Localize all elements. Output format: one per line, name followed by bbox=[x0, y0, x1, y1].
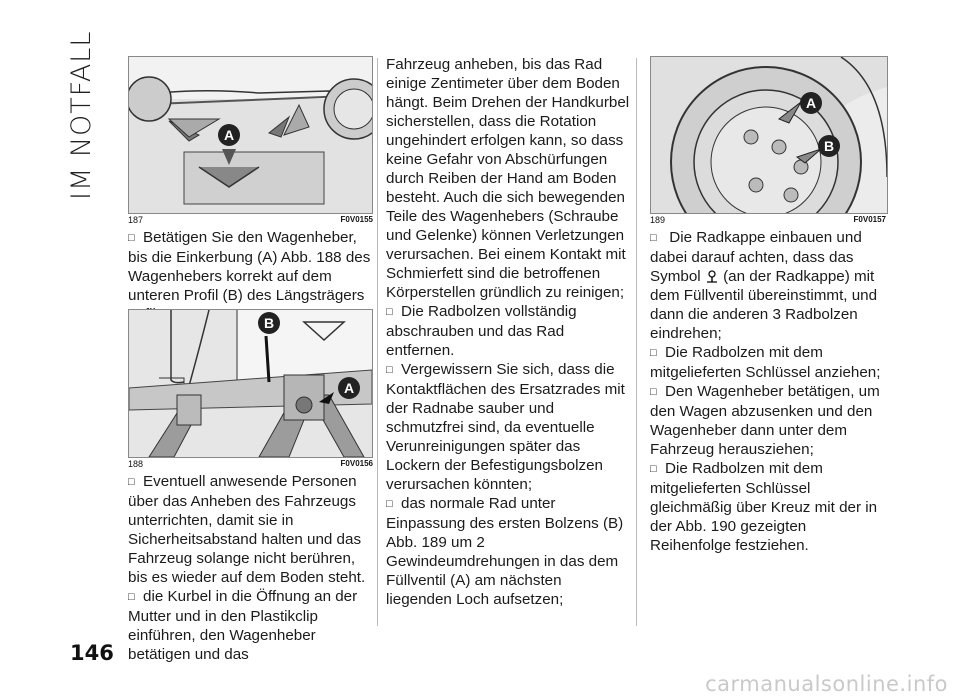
instruction-4: □ Die Radbolzen vollständig abschrauben und das Rad entfernen. bbox=[386, 302, 631, 360]
figure-number: 187 bbox=[128, 215, 144, 225]
figure-number: 189 bbox=[650, 215, 666, 225]
instruction-5: □ Vergewissern Sie sich, dass die Kontaktflächen des Ersatzrades mit der Radnabe sauber und schmutzfrei sind, da eventuelle Verunreinigungen später das Lockern der Befestigungsbolzen verursachen könnten; bbox=[386, 360, 631, 494]
instruction-7-part-1: Die Radkappe einbauen und dabei darauf achten, dass das Symbol bbox=[650, 229, 862, 285]
instruction-7 bbox=[650, 228, 888, 343]
instruction-8: □ Die Radbolzen mit dem mitgelieferten Schlüssel anziehen; bbox=[650, 343, 888, 382]
instruction-9: □ Den Wagenheber betätigen, um den Wagen abzusenken und den Wagenheber dann unter dem Fahrzeug herausziehen; bbox=[650, 382, 888, 459]
figure-187-image bbox=[128, 56, 373, 214]
instruction-10: □ Die Radbolzen mit dem mitgelieferten Schlüssel gleichmäßig über Kreuz mit der in der Abb. 190 gezeigten Reihenfolge festziehen. bbox=[650, 459, 888, 555]
figure-number: 188 bbox=[128, 459, 144, 469]
column-1-bottom bbox=[128, 472, 373, 664]
valve-symbol-icon bbox=[705, 269, 719, 283]
figure-188-label-b: B bbox=[263, 315, 275, 331]
figure-code: F0V0156 bbox=[340, 459, 373, 468]
column-divider-2 bbox=[636, 58, 637, 626]
figure-189-label-b: B bbox=[823, 138, 835, 154]
section-title: IM NOTFALL bbox=[66, 30, 97, 200]
figure-187-caption bbox=[128, 215, 373, 225]
instruction-7-part-2: (an der Radkappe) mit dem Füllventil übereinstimmt, und dann die anderen 3 Radbolzen eindrehen; bbox=[650, 268, 878, 342]
figure-189-caption bbox=[650, 215, 886, 225]
figure-187-label-a: A bbox=[223, 127, 235, 143]
instruction-2: □ Eventuell anwesende Personen über das Anheben des Fahrzeugs unterrichten, damit sie in Sicherheitsabstand halten und das Fahrzeug solange nicht berühren, bis es wieder auf dem Boden steht. bbox=[128, 472, 373, 587]
instruction-3: □ die Kurbel in die Öffnung an der Mutter und in den Plastikclip einführen, den Wagenheber betätigen und das bbox=[128, 587, 373, 664]
column-divider-1 bbox=[377, 58, 378, 626]
instruction-6: □ das normale Rad unter Einpassung des ersten Bolzens (B) Abb. 189 um 2 Gewindeumdrehungen in das dem Füllventil (A) am nächsten liegenden Loch aufsetzen; bbox=[386, 494, 631, 609]
figure-189-label-a: A bbox=[805, 95, 817, 111]
page-number: 146 bbox=[70, 641, 114, 665]
figure-code: F0V0155 bbox=[340, 215, 373, 224]
column-2 bbox=[386, 55, 631, 609]
figure-188-label-a: A bbox=[343, 380, 355, 396]
column-3 bbox=[650, 228, 888, 555]
figure-188-image bbox=[128, 309, 373, 458]
figure-188-caption bbox=[128, 459, 373, 469]
figure-189-image bbox=[650, 56, 888, 214]
watermark: carmanualsonline.info bbox=[705, 672, 948, 696]
figure-code: F0V0157 bbox=[853, 215, 886, 224]
instruction-1: □ Betätigen Sie den Wagenheber, bis die Einkerbung (A) Abb. 188 des Wagenhebers korrekt auf dem unteren Profil (B) des Längsträgers bbox=[128, 228, 373, 324]
instruction-3-continued: Fahrzeug anheben, bis das Rad einige Zentimeter über dem Boden hängt. Beim Drehen der Handkurbel sicherstellen, dass die Rotation ungehindert erfolgen kann, so dass keine Gefahr von Abschürfungen durch Reiben der Hand am Boden besteht. Auch die sich bewegenden Teile des Wagenhebers (Schraube und Gelenke) können Verletzungen verursachen. Bei einem Kontakt mit Schmierfett sind die betroffenen Körperstellen gründlich zu reinigen; bbox=[386, 56, 630, 301]
